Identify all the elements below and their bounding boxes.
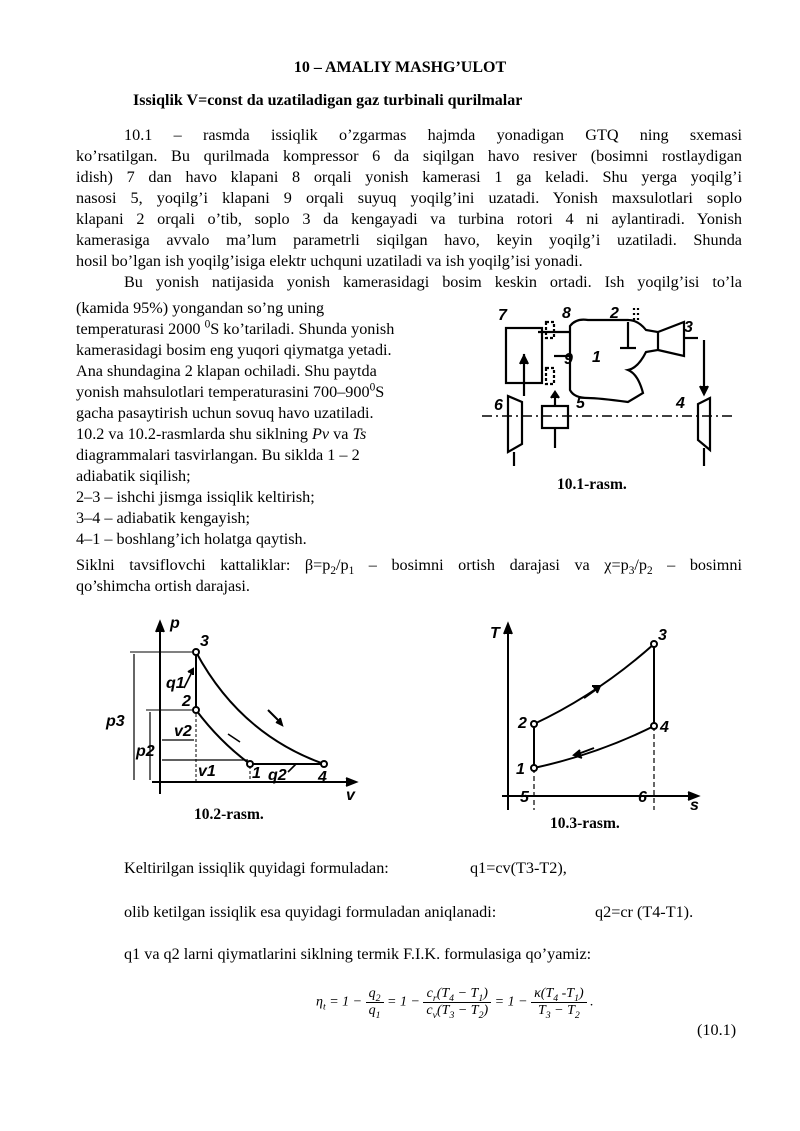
valve-8 [546, 322, 554, 338]
label-p-axis: p [170, 615, 180, 632]
text-line: idish) 7 dan havo klapani 8 orqali yonish kamerasi 1 ga keladi. Shu yerga yoqilg’i [76, 168, 742, 186]
label-point-2: 2 [518, 715, 527, 732]
label-point-5: 5 [520, 789, 529, 806]
text-line: adiabatik siqilish; [76, 467, 191, 485]
label-point-4: 4 [660, 719, 669, 736]
process-4-1 [534, 726, 654, 768]
label-8: 8 [562, 305, 571, 322]
text-line: (kamida 95%) yongandan so’ng uning [76, 299, 325, 317]
process-3-4 [196, 652, 324, 764]
compressor-6 [508, 396, 522, 452]
figure-pv-diagram [100, 614, 365, 804]
caption-fig3: 10.3-rasm. [550, 815, 620, 832]
valve-9 [546, 368, 554, 384]
text-line: qo’shimcha ortish darajasi. [76, 577, 250, 595]
label-q1: q1 [166, 675, 185, 692]
nozzle-3 [658, 322, 684, 356]
label-point-3: 3 [658, 627, 667, 644]
text-line: temperaturasi 2000 $^0$S ko’tariladi. Shunda yonish [76, 318, 395, 338]
label-p2: p2 [136, 743, 155, 760]
combustion-chamber [570, 320, 658, 402]
text-line: yonish mahsulotlari temperaturasini $700-900^0S$ [76, 381, 385, 401]
label-5: 5 [576, 395, 585, 412]
page-title: 10 – AMALIY MASHG’ULOT [293, 59, 507, 76]
process-2-3 [534, 644, 654, 724]
text-line: gacha pasaytirish uchun sovuq havo uzatiladi. [76, 404, 374, 422]
text-line: Bu yonish natijasida yonish kamerasidagi bosim keskin ortadi. Ish yoqilg’isi to’la [124, 273, 742, 291]
text-line: 10.2 va 10.2-rasmlarda shu siklning Pv va Ts [76, 425, 367, 443]
text-line: Siklni tavsiflovchi kattaliklar: $\beta=p_2/p_1$ – bosimni ortish darajasi va $\chi=p_3/p_2$ – bosimni [76, 556, 742, 578]
label-v-axis: v [346, 787, 355, 804]
turbine-4 [698, 398, 710, 450]
text-line: kamerasiga avvalo ma’lum parametrli siqilgan havo, keyin yoqilg’i uzatiladi. Shunda [76, 231, 742, 249]
label-v1: v1 [198, 763, 216, 780]
label-9: 9 [564, 351, 573, 368]
formula-efficiency: $\eta_t = 1$ − $\frac{q_2}{q_1}$ = 1 − $\frac{c_r(T_4 - T_1)}{c_v(T_3 - T_2)}$ = 1 − $\frac{\kappa(T_4 -T_1)}{T_3 - T_2}$ . [316, 986, 594, 1021]
text-line: ko’rsatilgan. Bu qurilmada kompressor 6 da siqilgan havo resiver (bosimni rostlaydigan [76, 147, 742, 165]
text-line: Keltirilgan issiqlik quyidagi formuladan: [124, 859, 389, 877]
label-2: 2 [610, 305, 619, 322]
label-s-axis: s [690, 797, 699, 814]
label-point-1: 1 [516, 761, 525, 778]
pump-5 [542, 406, 568, 428]
label-t-axis: T [490, 625, 500, 642]
label-point-6: 6 [638, 789, 647, 806]
label-v2: v2 [174, 723, 192, 740]
label-6: 6 [494, 397, 503, 414]
caption-fig1: 10.1-rasm. [557, 476, 627, 493]
label-1: 1 [592, 349, 601, 366]
text-line: klapani 2 orqali o’tib, soplo 3 da kengayadi va turbina rotori 4 ni aylantiradi. Yonish [76, 210, 742, 228]
label-3: 3 [684, 319, 693, 336]
page-subtitle: Issiqlik V=const da uzatiladigan gaz turbinali qurilmalar [133, 92, 523, 109]
label-point-4: 4 [318, 769, 327, 786]
figure-ts-diagram [478, 614, 708, 814]
label-point-3: 3 [200, 633, 209, 650]
text-line: 10.1 – rasmda issiqlik o’zgarmas hajmda yonadigan GTQ ning sxemasi [124, 126, 742, 144]
text-line: olib ketilgan issiqlik esa quyidagi formuladan aniqlanadi: [124, 903, 497, 921]
label-4: 4 [676, 395, 685, 412]
process-1-2 [196, 710, 250, 764]
label-7: 7 [498, 307, 507, 324]
equation-number: (10.1) [697, 1021, 737, 1039]
text-line: nasosi 5, yoqilg’i klapani 9 orqali suyuq yoqilg’ini uzatadi. Yonish maxsulotlari soplo [76, 189, 742, 207]
caption-fig2: 10.2-rasm. [194, 806, 264, 823]
figure-gtq-scheme [478, 298, 740, 468]
text-line: diagrammalari tasvirlangan. Bu siklda 1 – 2 [76, 446, 360, 464]
formula-q2: q2=cr (T4-T1). [595, 903, 694, 921]
text-line: hosil bo’lgan ish yoqilg’isiga elektr uchquni uzatiladi va ish yoqilg’isi yonadi. [76, 252, 583, 270]
label-p3: p3 [106, 713, 125, 730]
label-point-1: 1 [252, 765, 261, 782]
text-line: Ana shundagina 2 klapan ochiladi. Shu paytda [76, 362, 377, 380]
text-line: kamerasidagi bosim eng yuqori qiymatga yetadi. [76, 341, 392, 359]
list-item: 4–1 – boshlang’ich holatga qaytish. [76, 530, 307, 548]
list-item: 2–3 – ishchi jismga issiqlik keltirish; [76, 488, 315, 506]
list-item: 3–4 – adiabatik kengayish; [76, 509, 250, 527]
formula-q1: q1=cv(T3-T2), [470, 859, 567, 877]
label-q2: q2 [268, 767, 287, 784]
label-point-2: 2 [182, 693, 191, 710]
text-line: q1 va q2 larni qiymatlarini siklning termik F.I.K. formulasiga qo’yamiz: [124, 945, 592, 963]
